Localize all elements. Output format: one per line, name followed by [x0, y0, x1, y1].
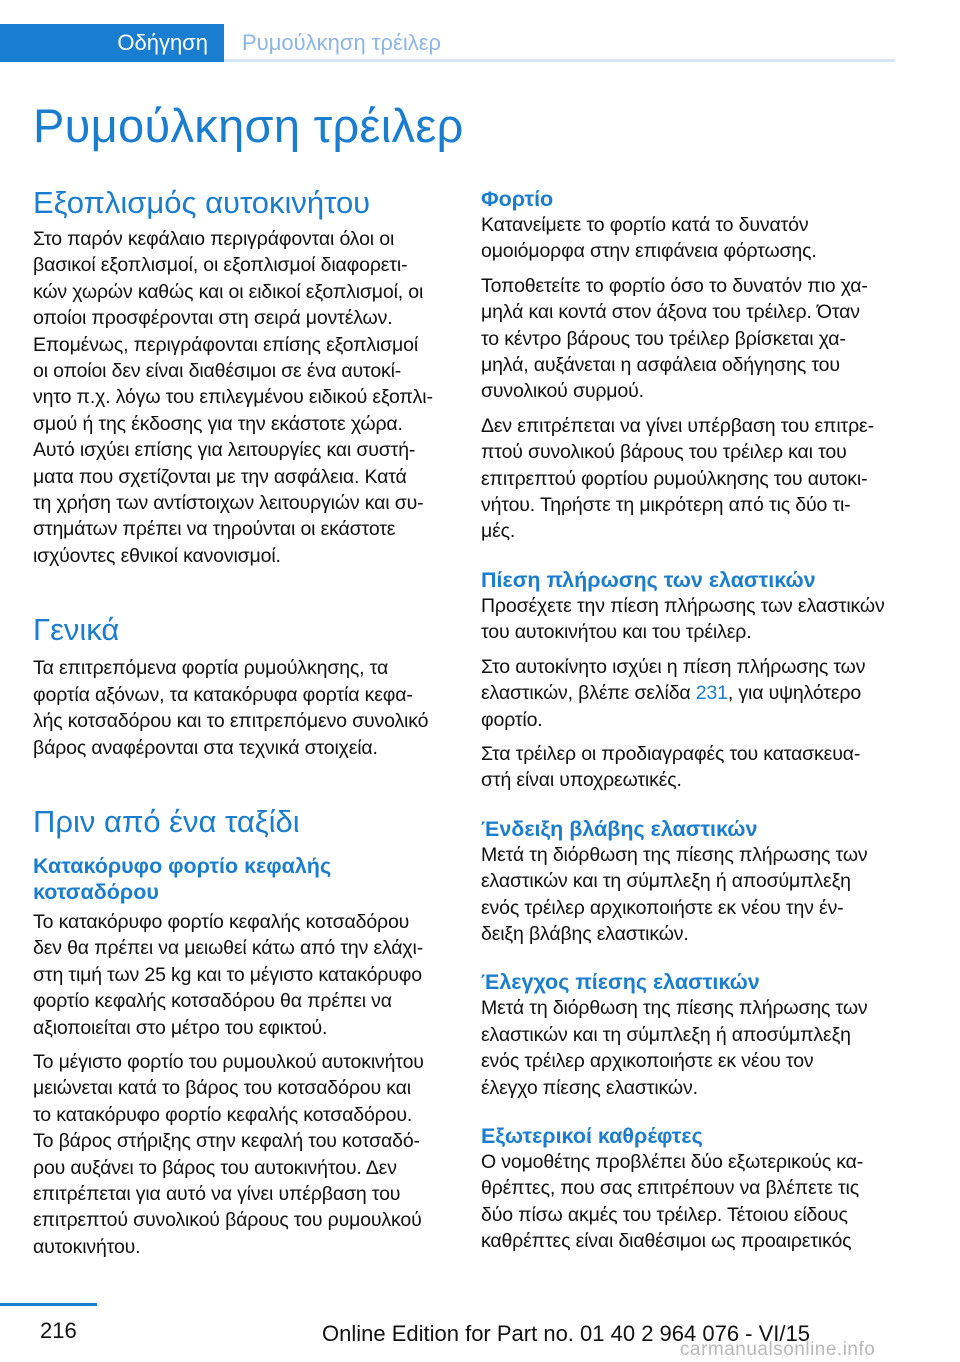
edition-text: Online Edition for Part no. 01 40 2 964 076 - VI/15	[322, 1321, 810, 1346]
equipment-paragraph: Στο παρόν κεφάλαιο περιγράφονται όλοι οι βασικοί εξοπλισμοί, οι εξοπλισμοί διαφορετι‐ κών χωρών καθώς και οι ειδικοί εξοπλισμοί, οι οποίοι προσφέρονται στη σειρά μοντέλων. Επομένως, περιγράφονται επίσης εξοπλισμοί οι οποίοι δεν είναι διαθέσιμοι σε ένα αυτοκί‐ νητο π.χ. λόγω του επιλεγμένου ειδικού εξοπλι‐ σμού ή της έκδοσης για την εκάστοτε χώρα. Αυτό ισχύει επίσης για λειτουργίες και συστή‐ ματα που σχετίζονται με την ασφάλεια. Κατά τη χρήση των αντίστοιχων λειτουργιών και συ‐ στημάτων πρέπει να τηρούνται οι εκάστοτε ισχύοντες εθνικοί κανονισμοί.	[33, 228, 433, 567]
tire-pressure-heading: Πίεση πλήρωσης των ελαστικών	[481, 567, 816, 592]
page-title: Ρυμούλκηση τρέιλερ	[33, 99, 464, 152]
load-paragraph-2: Τοποθετείτε το φορτίο όσο το δυνατόν πιο χα‐ μηλά και κοντά στον άξονα του τρέιλερ. Όταν το κέντρο βάρους του τρέιλερ βρίσκεται χα‐ μηλά, αυξάνεται η ασφάλεια οδήγησης του συνολικού συρμού.	[481, 274, 868, 403]
left-column	[33, 184, 461, 1260]
right-column	[481, 184, 909, 1255]
tire-pressure-paragraph-3: Στα τρέιλερ οι προδιαγραφές του κατασκευα‐ στή είναι υποχρεωτικές.	[481, 742, 861, 792]
general-paragraph: Τα επιτρεπόμενα φορτία ρυμούλκησης, τα φορτία αξόνων, τα κατακόρυφα φορτία κεφα‐ λής κοτσαδόρου και το επιτρεπόμενο συνολικό βάρος αναφέρονται στα τεχνικά στοιχεία.	[33, 657, 429, 759]
load-heading: Φορτίο	[481, 187, 554, 211]
watermark: carmanualsonline.info	[680, 1339, 876, 1360]
header-divider	[224, 59, 895, 62]
page-number: 216	[40, 1318, 77, 1343]
vertical-load-paragraph-1: Το κατακόρυφο φορτίο κεφαλής κοτσαδόρου δεν θα πρέπει να μειωθεί κάτω από την ελάχι‐ στη τιμή των 25 kg και το μέγιστο κατακόρυφο φορτίο κεφαλής κοτσαδόρου θα πρέπει να αξιοποιείται στο μέτρο του εφικτού.	[33, 910, 424, 1039]
general-heading: Γενικά	[33, 612, 120, 648]
load-paragraph-3: Δεν επιτρέπεται να γίνει υπέρβαση του επιτρε‐ πτού συνολικού βάρους του τρέιλερ και του επιτρεπτού φορτίου ρυμούλκησης του αυτοκι‐ νήτου. Τηρήστε τη μικρότερη από τις δύο τι‐ μές.	[481, 414, 874, 543]
chapter-header	[0, 24, 895, 62]
tire-pressure-paragraph-1: Προσέχετε την πίεση πλήρωσης των ελαστικών του αυτοκινήτου και του τρέιλερ.	[481, 594, 885, 644]
vertical-load-paragraph-2: Το μέγιστο φορτίο του ρυμουλκού αυτοκινήτου μειώνεται κατά το βάρος του κοτσαδόρου και το κατακόρυφο φορτίο κεφαλής κοτσαδόρου. Το βάρος στήριξης στην κεφαλή του κοτσαδό‐ ρου αυξάνει το βάρος του αυτοκινήτου. Δεν επιτρέπεται για αυτό να γίνει υπέρβαση του επιτρεπτού συνολικού βάρους του ρυμουλκού αυτοκινήτου.	[33, 1050, 424, 1258]
tire-fault-paragraph: Μετά τη διόρθωση της πίεσης πλήρωσης των ελαστικών και τη σύμπλεξη ή αποσύμπλεξη ενός τρέιλερ αρχικοποιήστε εκ νέου την έν‐ δειξη βλάβης ελαστικών.	[481, 843, 868, 945]
tire-fault-heading: Ένδειξη βλάβης ελαστικών	[481, 816, 758, 841]
mirrors-paragraph: Ο νομοθέτης προβλέπει δύο εξωτερικούς κα‐ θρέπτες, που σας επιτρέπουν να βλέπετε τις δύο πίσω ακμές του τρέιλερ. Τέτοιου είδους καθρέπτες είναι διαθέσιμοι ως προαιρετικός	[481, 1150, 864, 1253]
footer-accent-line	[0, 1303, 97, 1306]
before-trip-heading: Πριν από ένα ταξίδι	[33, 803, 300, 839]
mirrors-heading: Εξωτερικοί καθρέφτες	[481, 1123, 703, 1148]
equipment-heading: Εξοπλισμός αυτοκινήτου	[33, 185, 371, 220]
page-reference-link[interactable]: 231	[695, 682, 728, 705]
tire-pressure-paragraph-2: Στο αυτοκίνητο ισχύει η πίεση πλήρωσης των ελαστικών, βλέπε σελίδα 231, για υψηλότερο φορτίο.	[481, 655, 866, 731]
tire-check-paragraph: Μετά τη διόρθωση της πίεσης πλήρωσης των ελαστικών και τη σύμπλεξη ή αποσύμπλεξη ενός τρέιλερ αρχικοποιήστε εκ νέου τον έλεγχο πίεσης ελαστικών.	[481, 997, 868, 1099]
load-paragraph-1: Κατανείμετε το φορτίο κατά το δυνατόν ομοιόμορφα στην επιφάνεια φόρτωσης.	[481, 214, 817, 263]
tire-check-heading: Έλεγχος πίεσης ελαστικών	[481, 970, 760, 995]
vertical-load-heading: Κατακόρυφο φορτίο κεφαλής κοτσαδόρου	[33, 853, 332, 904]
chapter-tab-driving[interactable]: Οδήγηση	[0, 24, 224, 62]
section-tab-towing[interactable]: Ρυμούλκηση τρέιλερ	[242, 30, 442, 55]
